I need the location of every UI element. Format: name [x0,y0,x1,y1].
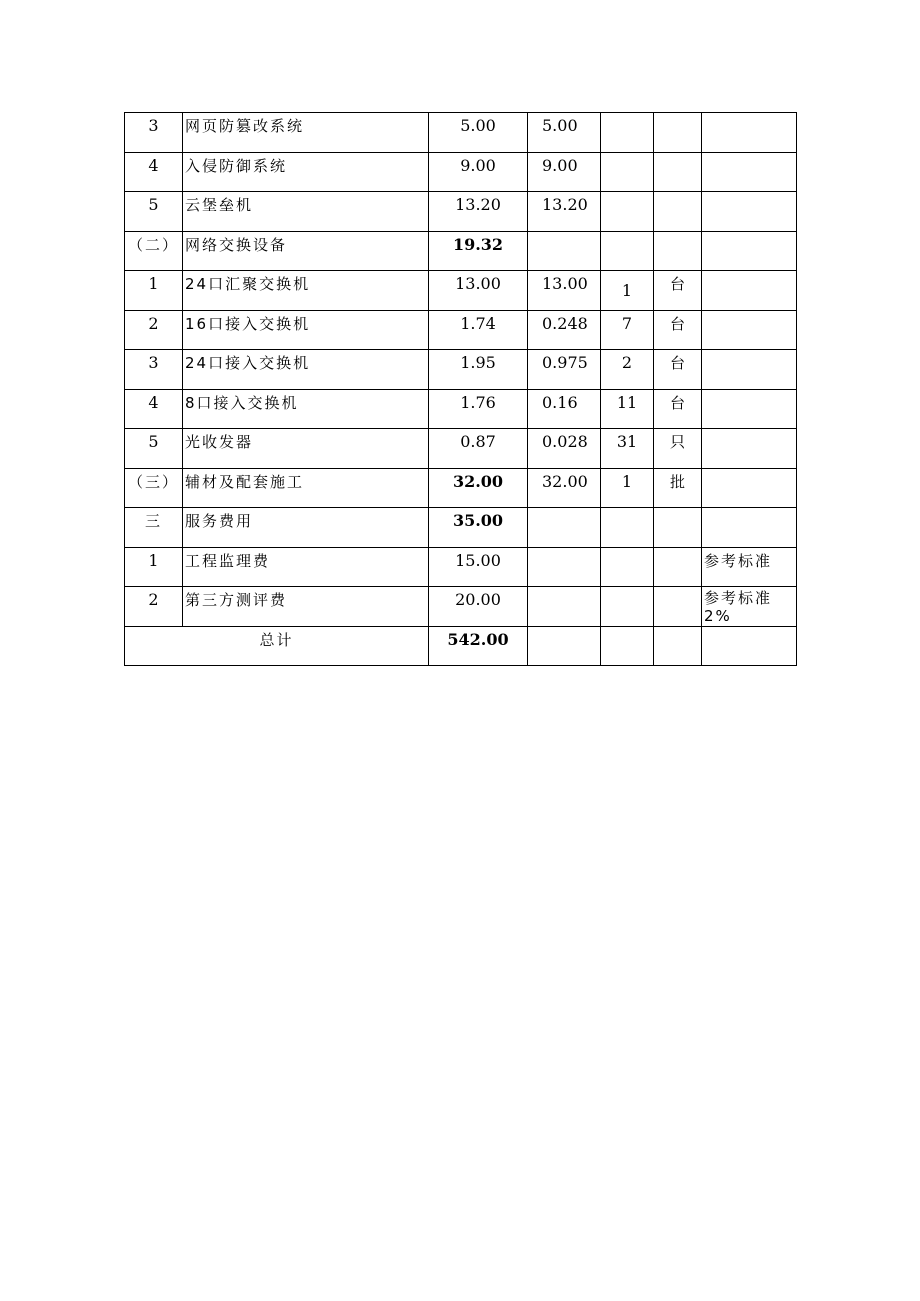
item-note [702,389,797,429]
item-name: 工程监理费 [183,547,429,587]
item-unit [654,113,702,153]
row-number: （三） [125,468,183,508]
summary-row [125,626,797,666]
item-note: 参考标准 [702,547,797,587]
item-unit-price: 32.00 [528,468,601,508]
item-unit-price [528,547,601,587]
item-quantity: 2 [601,350,654,390]
item-quantity [601,547,654,587]
item-note [702,429,797,469]
table-row [125,429,797,469]
row-number: 4 [125,152,183,192]
item-note [702,508,797,548]
item-total: 35.00 [429,508,528,548]
table-row-section [125,508,797,548]
item-quantity [601,192,654,232]
item-quantity: 31 [601,429,654,469]
item-unit: 只 [654,429,702,469]
item-quantity [601,152,654,192]
table-row [125,350,797,390]
item-unit [654,626,702,666]
item-unit-price [528,626,601,666]
row-number: 1 [125,271,183,311]
item-name: 云堡垒机 [183,192,429,232]
table-row [125,547,797,587]
item-name: 网页防篡改系统 [183,113,429,153]
item-unit [654,508,702,548]
item-unit [654,231,702,271]
row-number: 2 [125,310,183,350]
table-row-section [125,231,797,271]
item-quantity [601,508,654,548]
item-name: 16口接入交换机 [183,310,429,350]
row-number: 3 [125,350,183,390]
item-unit [654,152,702,192]
row-number: 1 [125,547,183,587]
item-total: 13.00 [429,271,528,311]
table-row-section [125,468,797,508]
item-unit-price: 5.00 [528,113,601,153]
item-quantity: 11 [601,389,654,429]
table-row [125,113,797,153]
item-total: 9.00 [429,152,528,192]
item-unit: 台 [654,271,702,311]
row-number: 2 [125,587,183,627]
item-name: 辅材及配套施工 [183,468,429,508]
item-name: 服务费用 [183,508,429,548]
item-unit: 台 [654,310,702,350]
table-row [125,152,797,192]
item-total: 1.95 [429,350,528,390]
item-unit [654,587,702,627]
item-note [702,152,797,192]
item-total: 1.76 [429,389,528,429]
item-note [702,192,797,232]
row-number: 5 [125,192,183,232]
row-number: 三 [125,508,183,548]
item-total: 19.32 [429,231,528,271]
item-unit-price: 9.00 [528,152,601,192]
table-row [125,192,797,232]
grand-total: 542.00 [429,626,528,666]
item-unit-price: 0.028 [528,429,601,469]
item-total: 0.87 [429,429,528,469]
item-unit: 台 [654,389,702,429]
item-total: 13.20 [429,192,528,232]
item-note [702,310,797,350]
item-name: 24口汇聚交换机 [183,271,429,311]
item-quantity [601,626,654,666]
row-number: （二） [125,231,183,271]
item-unit-price: 0.16 [528,389,601,429]
item-note [702,468,797,508]
item-unit: 批 [654,468,702,508]
row-number: 4 [125,389,183,429]
item-quantity: 1 [601,271,654,311]
item-unit-price [528,508,601,548]
item-name: 8口接入交换机 [183,389,429,429]
item-total: 15.00 [429,547,528,587]
budget-table [124,112,797,666]
item-unit-price [528,587,601,627]
item-unit-price: 13.00 [528,271,601,311]
item-note [702,271,797,311]
item-unit: 台 [654,350,702,390]
item-name: 第三方测评费 [183,587,429,627]
item-name: 入侵防御系统 [183,152,429,192]
item-unit-price [528,231,601,271]
table-row [125,310,797,350]
item-unit [654,547,702,587]
total-label: 总计 [125,626,429,666]
item-quantity [601,113,654,153]
item-unit-price: 0.248 [528,310,601,350]
table-row [125,271,797,311]
item-name: 24口接入交换机 [183,350,429,390]
item-note [702,626,797,666]
item-note [702,113,797,153]
item-total: 32.00 [429,468,528,508]
table-row [125,389,797,429]
item-quantity: 1 [601,468,654,508]
item-name: 光收发器 [183,429,429,469]
row-number: 5 [125,429,183,469]
item-total: 5.00 [429,113,528,153]
item-unit-price: 0.975 [528,350,601,390]
item-note: 参考标准2% [702,587,797,627]
item-note [702,350,797,390]
item-unit [654,192,702,232]
item-quantity [601,587,654,627]
item-name: 网络交换设备 [183,231,429,271]
item-quantity: 7 [601,310,654,350]
item-quantity [601,231,654,271]
item-total: 1.74 [429,310,528,350]
row-number: 3 [125,113,183,153]
item-total: 20.00 [429,587,528,627]
table-row [125,587,797,627]
item-unit-price: 13.20 [528,192,601,232]
item-note [702,231,797,271]
